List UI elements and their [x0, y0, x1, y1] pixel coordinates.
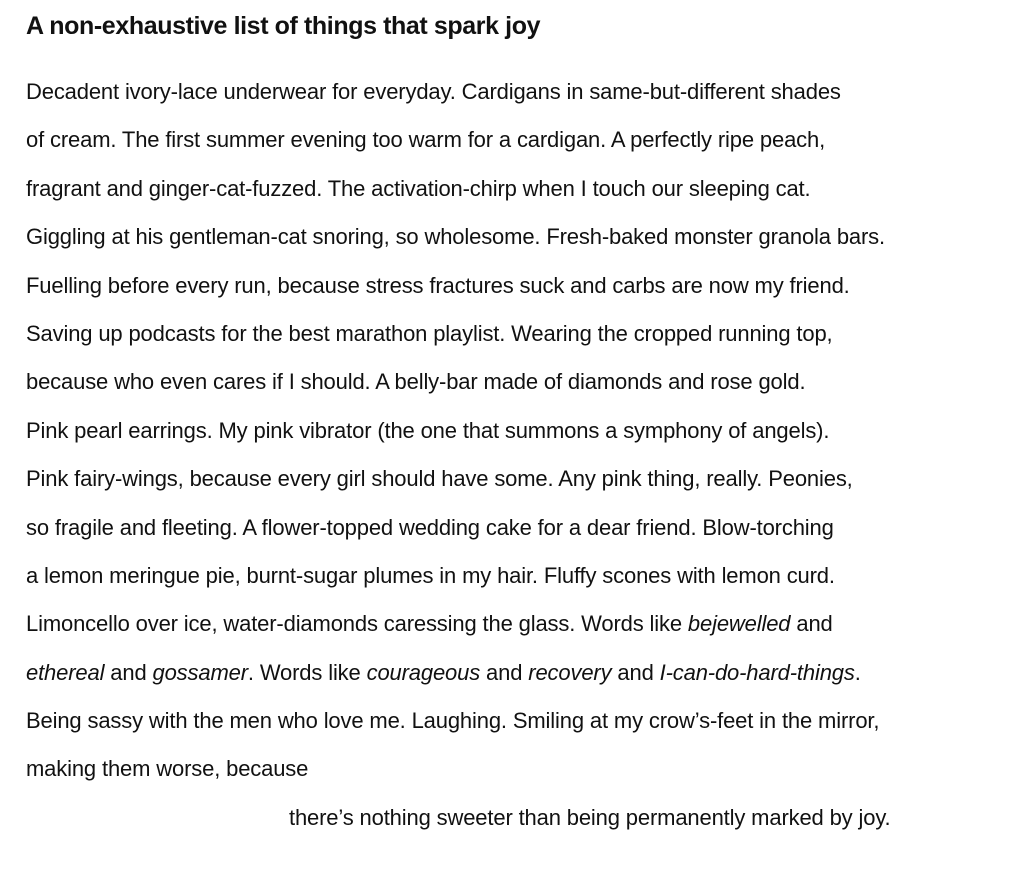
line-text: there’s nothing sweeter than being permanently marked by joy.: [289, 804, 891, 830]
poem-line: [26, 701, 1016, 749]
line-text: . Words like: [247, 659, 367, 685]
italic-word: bejewelled: [687, 611, 791, 637]
line-text: and: [611, 659, 660, 685]
line-text: because who even cares if I should. A belly-bar made of diamonds and rose gold.: [26, 369, 806, 395]
poem-line: [26, 314, 1016, 362]
closing-line: [26, 798, 1016, 846]
poem-line: [26, 508, 1016, 556]
page-title: A non-exhaustive list of things that spark joy: [26, 12, 541, 40]
line-text: Pink fairy-wings, because every girl should have some. Any pink thing, really. Peonies,: [26, 466, 853, 492]
poem-line: [26, 217, 1016, 265]
poem-line: [26, 749, 1016, 797]
line-text: Saving up podcasts for the best marathon playlist. Wearing the cropped running top,: [26, 320, 833, 346]
line-text: and: [104, 659, 153, 685]
italic-word: ethereal: [26, 659, 105, 685]
line-text: Limoncello over ice, water-diamonds caressing the glass. Words like: [26, 611, 688, 637]
line-text: Fuelling before every run, because stress fractures suck and carbs are now my friend.: [26, 272, 850, 298]
poem-line: [26, 266, 1016, 314]
poem-line: [26, 169, 1016, 217]
poem-line: [26, 556, 1016, 604]
poem-line: [26, 120, 1016, 168]
poem-line: [26, 362, 1016, 410]
poem-line: [26, 411, 1016, 459]
poem-line: [26, 459, 1016, 507]
poem-line: [26, 604, 1016, 652]
italic-word: gossamer: [152, 659, 248, 685]
line-text: fragrant and ginger-cat-fuzzed. The activation-chirp when I touch our sleeping cat.: [26, 175, 811, 201]
line-text: so fragile and fleeting. A flower-topped wedding cake for a dear friend. Blow-torching: [26, 514, 834, 540]
line-text: and: [480, 659, 529, 685]
italic-word: I-can-do-hard-things: [659, 659, 855, 685]
line-text: Being sassy with the men who love me. Laughing. Smiling at my crow’s-feet in the mirror,: [26, 708, 880, 734]
line-text: Decadent ivory-lace underwear for everyday. Cardigans in same-but-different shades: [26, 79, 841, 104]
line-text: .: [854, 659, 861, 685]
line-text: and: [790, 611, 833, 637]
poem-body: [26, 72, 1016, 846]
line-text: Pink pearl earrings. My pink vibrator (the one that summons a symphony of angels).: [26, 417, 830, 443]
italic-word: courageous: [366, 659, 481, 685]
line-text: making them worse, because: [26, 756, 309, 782]
line-text: of cream. The first summer evening too warm for a cardigan. A perfectly ripe peach,: [26, 127, 826, 153]
line-text: a lemon meringue pie, burnt-sugar plumes in my hair. Fluffy scones with lemon curd.: [26, 562, 835, 588]
poem-line: [26, 653, 1016, 701]
line-text: Giggling at his gentleman-cat snoring, so wholesome. Fresh-baked monster granola bars.: [26, 224, 885, 250]
italic-word: recovery: [528, 659, 612, 685]
poem-line: [26, 72, 1016, 120]
